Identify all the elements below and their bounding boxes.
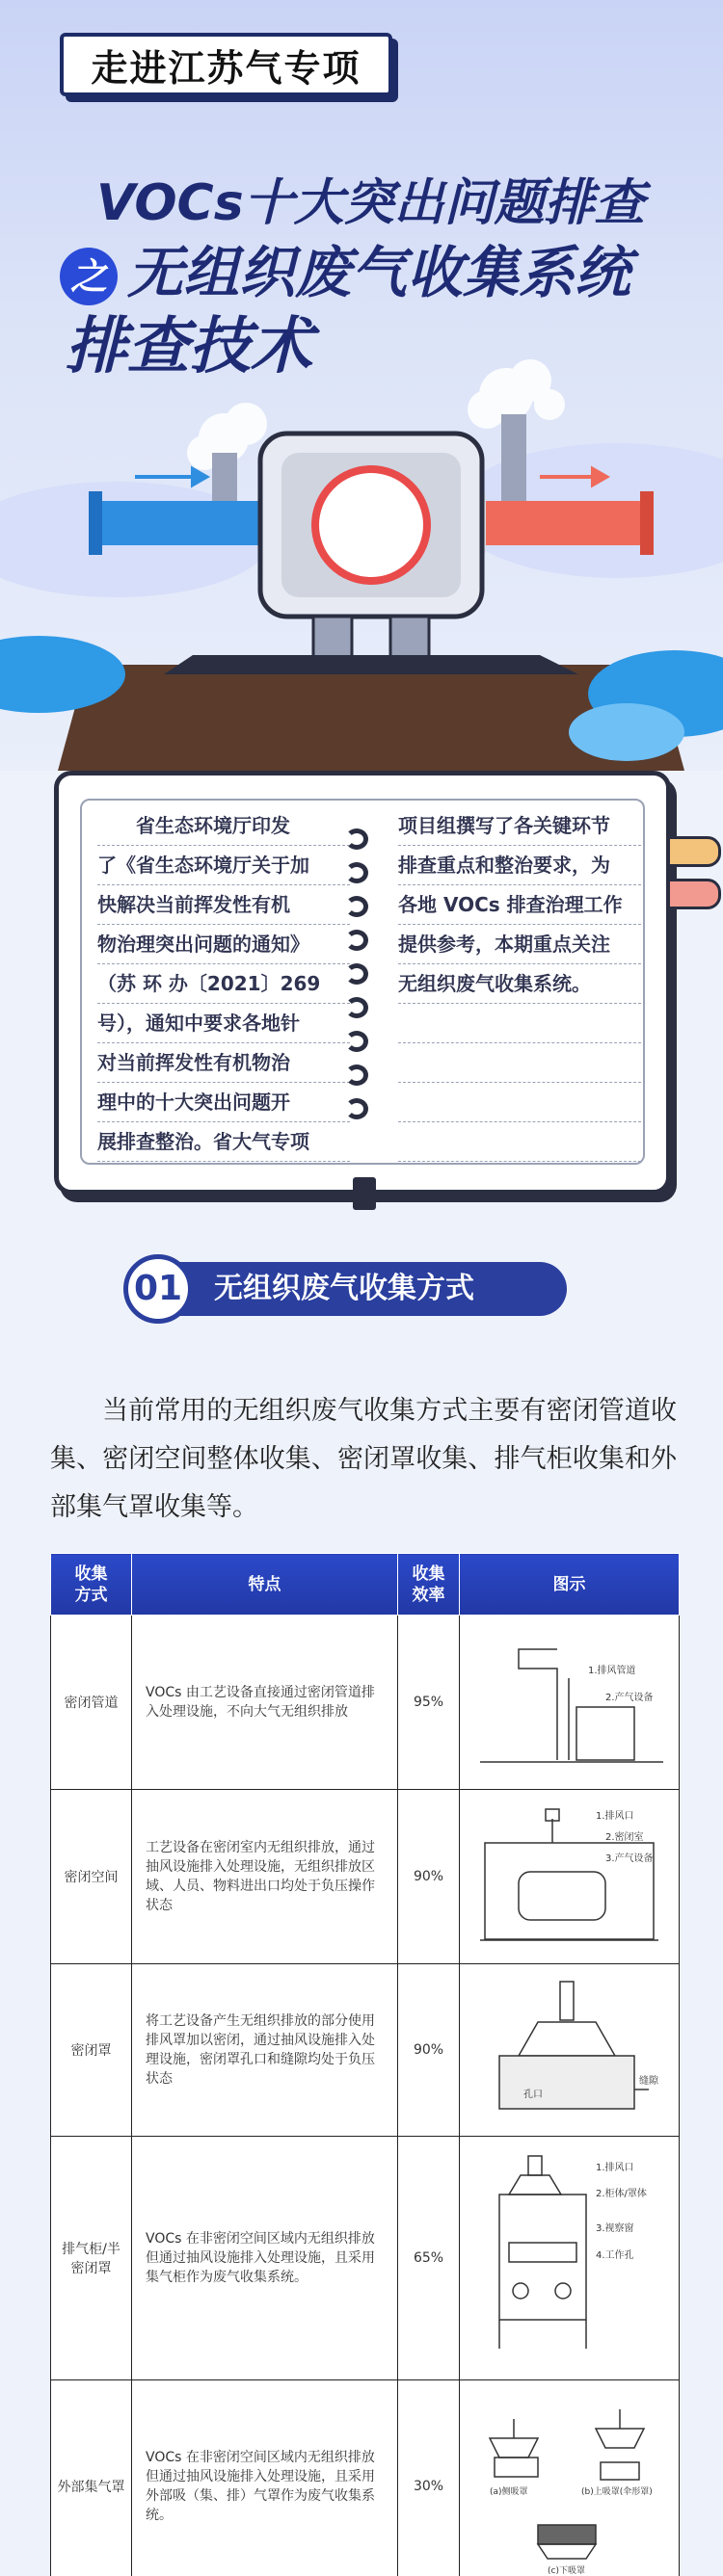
sealed-space-diagram bbox=[461, 1790, 679, 1959]
external-hood-diagram bbox=[461, 2380, 679, 2576]
header-method: 收集方式 bbox=[51, 1554, 132, 1616]
hero-illustration bbox=[0, 0, 723, 771]
notebook-line: 对当前挥发性有机物治 bbox=[97, 1043, 350, 1083]
efficiency-cell: 95% bbox=[398, 1616, 460, 1790]
notebook-line: 展排查整治。省大气专项 bbox=[97, 1122, 350, 1162]
diagram-label: 3.产气设备 bbox=[604, 1853, 654, 1864]
notebook-line bbox=[398, 1004, 641, 1043]
notebook-line: （苏 环 办〔2021〕269 bbox=[97, 964, 350, 1004]
diagram-label: 1.排风口 bbox=[595, 1811, 634, 1822]
efficiency-cell: 90% bbox=[398, 1964, 460, 2137]
section-intro: 当前常用的无组织废气收集方式主要有密闭管道收集、密闭空间整体收集、密闭罩收集、排气柜收集和外部集气罩收集等。 bbox=[50, 1396, 677, 1522]
diagram-cell bbox=[460, 1790, 680, 1964]
outlet-pipe bbox=[482, 501, 646, 545]
notebook-line: 无组织废气收集系统。 bbox=[398, 964, 641, 1004]
method-cell: 密闭管道 bbox=[51, 1616, 132, 1790]
diagram-cell bbox=[460, 2380, 680, 2576]
diagram-label: 3.视察窗 bbox=[595, 2223, 634, 2234]
diagram-label: 2.柜体/罩体 bbox=[595, 2189, 647, 2199]
feature-cell: VOCs 由工艺设备直接通过密闭管道排入处理设施，不向大气无组织排放 bbox=[132, 1616, 398, 1790]
diagram-label: 缝隙 bbox=[638, 2076, 658, 2087]
notebook-line: 项目组撰写了各关键环节 bbox=[398, 806, 641, 846]
notebook-line bbox=[398, 1043, 641, 1083]
method-cell: 密闭空间 bbox=[51, 1790, 132, 1964]
notebook-line: 号），通知中要求各地针 bbox=[97, 1004, 350, 1043]
title-line-3: 排查技术 bbox=[66, 311, 312, 382]
inlet-pipe bbox=[96, 501, 270, 545]
method-cell: 外部集气罩 bbox=[51, 2380, 132, 2576]
notebook-left-column bbox=[97, 806, 350, 1162]
diagram-label: (c)下吸罩 bbox=[547, 2566, 585, 2576]
section-header bbox=[123, 1254, 567, 1324]
bookmark-tab-red bbox=[667, 879, 721, 909]
table-row bbox=[51, 1964, 680, 2137]
diagram-cell bbox=[460, 1964, 680, 2137]
notebook-line: 各地 VOCs 排查治理工作 bbox=[398, 885, 641, 925]
diagram-label: (a)侧吸罩 bbox=[489, 2487, 528, 2497]
diagram-label: 孔口 bbox=[522, 2090, 543, 2100]
notebook-line: 提供参考，本期重点关注 bbox=[398, 925, 641, 964]
notebook-right-column bbox=[398, 806, 641, 1162]
title-line-1: VOCs十大突出问题排查 bbox=[96, 174, 645, 232]
feature-cell: 将工艺设备产生无组织排放的部分使用排风罩加以密闭，通过抽风设施排入处理设施，密闭罩孔口和缝隙均处于负压状态 bbox=[132, 1964, 398, 2137]
diagram-label: 4.工作孔 bbox=[595, 2250, 634, 2261]
notebook-line: 了《省生态环境厅关于加 bbox=[97, 846, 350, 885]
header-efficiency: 收集效率 bbox=[398, 1554, 460, 1616]
sealed-pipe-diagram bbox=[461, 1616, 679, 1785]
diagram-label: (b)上吸罩(伞形罩) bbox=[580, 2487, 653, 2497]
collection-methods-table bbox=[50, 1553, 680, 2576]
notebook-line bbox=[398, 1122, 641, 1162]
feature-cell: VOCs 在非密闭空间区域内无组织排放但通过抽风设施排入处理设施，且采用集气柜作为废气收集系统。 bbox=[132, 2137, 398, 2380]
hero-banner bbox=[0, 0, 723, 771]
notebook-line bbox=[398, 1083, 641, 1122]
notebook-line: 理中的十大突出问题开 bbox=[97, 1083, 350, 1122]
header-diagram: 图示 bbox=[460, 1554, 680, 1616]
feature-cell: 工艺设备在密闭室内无组织排放，通过抽风设施排入处理设施，无组织排放区域、人员、物料进出口均处于负压操作状态 bbox=[132, 1790, 398, 1964]
feature-cell: VOCs 在非密闭空间区域内无组织排放但通过抽风设施排入处理设施，且采用外部吸（集、排）气罩作为废气收集系统。 bbox=[132, 2380, 398, 2576]
notebook-line: 快解决当前挥发性有机 bbox=[97, 885, 350, 925]
diagram-label: 2.产气设备 bbox=[604, 1693, 654, 1703]
notebook-line: 物治理突出问题的通知》 bbox=[97, 925, 350, 964]
method-cell: 密闭罩 bbox=[51, 1964, 132, 2137]
table-row bbox=[51, 1790, 680, 1964]
flow-arrow-icon bbox=[135, 469, 206, 485]
section-title: 无组织废气收集方式 bbox=[177, 1262, 567, 1316]
notebook-ribbon bbox=[353, 1177, 376, 1210]
method-cell: 排气柜/半密闭罩 bbox=[51, 2137, 132, 2380]
header-feature: 特点 bbox=[132, 1554, 398, 1616]
diagram-label: 1.排风口 bbox=[595, 2163, 634, 2173]
diagram-cell bbox=[460, 2137, 680, 2380]
table-row bbox=[51, 2137, 680, 2380]
efficiency-cell: 65% bbox=[398, 2137, 460, 2380]
efficiency-cell: 90% bbox=[398, 1790, 460, 1964]
exhaust-cabinet-diagram bbox=[461, 2137, 679, 2376]
table-row bbox=[51, 1616, 680, 1790]
table-header-row bbox=[51, 1554, 680, 1616]
table-row bbox=[51, 2380, 680, 2576]
sealed-hood-diagram bbox=[461, 1964, 679, 2132]
diagram-label: 2.密闭室 bbox=[604, 1832, 644, 1843]
title-line-2-text: 无组织废气收集系统 bbox=[127, 240, 631, 305]
notebook-line: 省生态环境厅印发 bbox=[97, 806, 350, 846]
notebook-spiral-binding bbox=[345, 828, 368, 1156]
bookmark-tab-yellow bbox=[667, 836, 721, 867]
diagram-cell bbox=[460, 1616, 680, 1790]
section-number: 01 bbox=[123, 1254, 193, 1324]
title-zhi-badge: 之 bbox=[60, 248, 118, 305]
diagram-label: 1.排风管道 bbox=[587, 1666, 636, 1676]
notebook-line: 排查重点和整治要求，为 bbox=[398, 846, 641, 885]
efficiency-cell: 30% bbox=[398, 2380, 460, 2576]
section-tag: 走进江苏气专项 bbox=[60, 33, 392, 96]
